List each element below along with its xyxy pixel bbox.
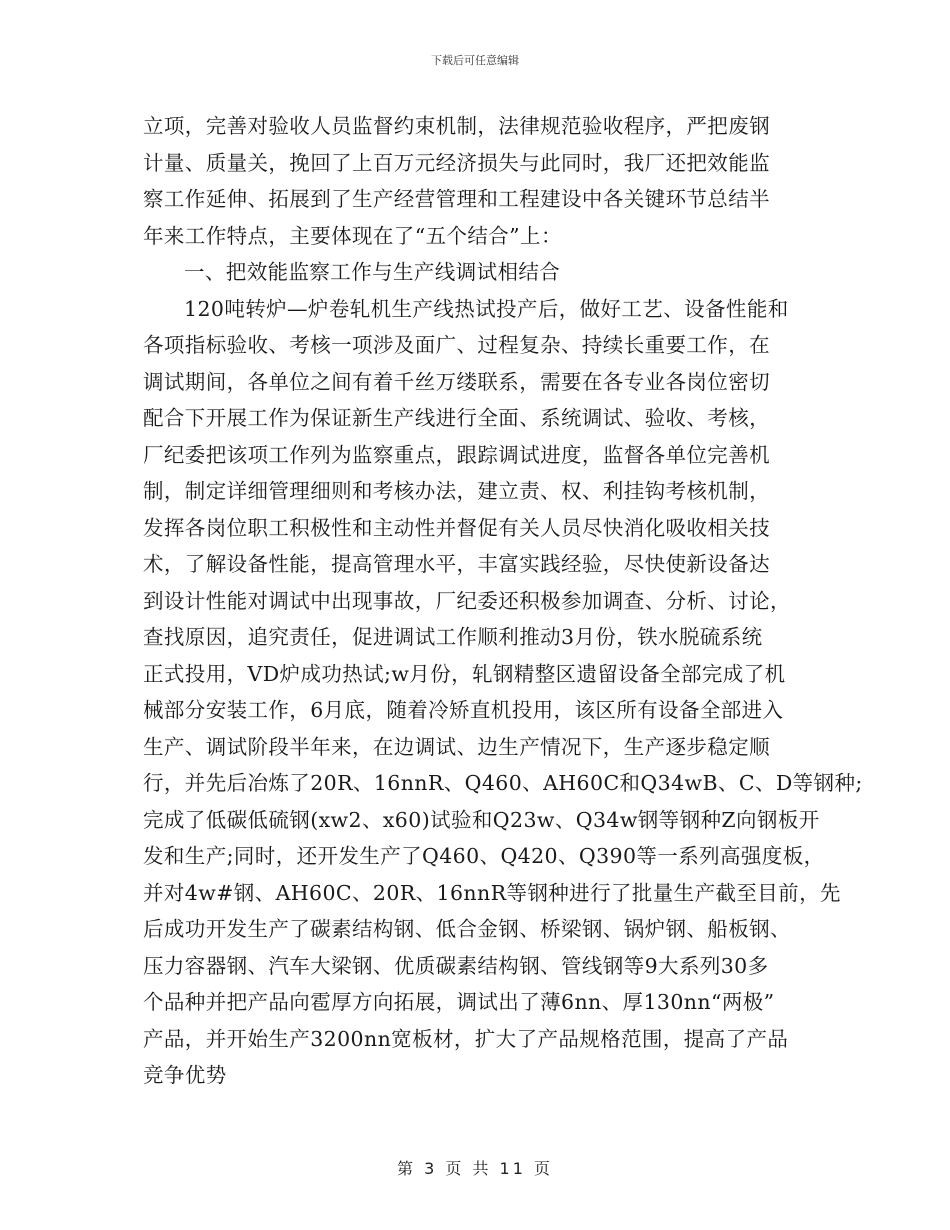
body-line: 查找原因，追究责任，促进调试工作顺利推动3月份，铁水脱硫系统 bbox=[143, 625, 763, 649]
body-line: 并对4w#钢、AH60C、20R、16nnR等钢种进行了批量生产截至目前，先 bbox=[143, 880, 841, 905]
body-line: 压力容器钢、汽车大梁钢、优质碳素结构钢、管线钢等9大系列30多 bbox=[143, 953, 769, 978]
body-line: 产品，并开始生产3200nn宽板材，扩大了产品规格范围，提高了产品 bbox=[143, 1026, 789, 1051]
body-line: 行，并先后冶炼了20R、16nnR、Q460、AH60C和Q34wB、C、D等钢种; bbox=[143, 771, 863, 795]
body-line: 调试期间，各单位之间有着千丝万缕联系，需要在各专业各岗位密切 bbox=[143, 369, 770, 394]
body-line: 计量、质量关，挽回了上百万元经济损失与此同时，我厂还把效能监 bbox=[143, 150, 770, 175]
body-line: 立项，完善对验收人员监督约束机制，法律规范验收程序，严把废钢 bbox=[143, 114, 770, 138]
document-body bbox=[143, 108, 863, 1094]
body-line: 械部分安装工作，6月底，随着冷矫直机投用，该区所有设备全部进入 bbox=[143, 698, 784, 722]
body-line: 察工作延伸、拓展到了生产经营管理和工程建设中各关键环节总结半 bbox=[143, 187, 770, 211]
body-line: 竞争优势 bbox=[143, 1063, 227, 1087]
section-heading: 一、把效能监察工作与生产线调试相结合 bbox=[184, 260, 561, 284]
body-line: 制，制定详细管理细则和考核办法，建立责、权、利挂钩考核机制， bbox=[143, 479, 770, 503]
body-line: 年来工作特点，主要体现在了“五个结合”上： bbox=[143, 223, 562, 248]
body-line: 发挥各岗位职工积极性和主动性并督促有关人员尽快消化吸收相关技 bbox=[143, 515, 770, 540]
page-number: 第 3 页 共 11 页 bbox=[397, 1159, 553, 1178]
body-line: 后成功开发生产了碳素结构钢、低合金钢、桥梁钢、锅炉钢、船板钢、 bbox=[143, 917, 791, 941]
body-line: 厂纪委把该项工作列为监察重点，跟踪调试进度，监督各单位完善机 bbox=[143, 442, 770, 467]
body-line: 发和生产;同时，还开发生产了Q460、Q420、Q390等一系列高强度板， bbox=[143, 844, 825, 868]
body-line: 个品种并把产品向雹厚方向拓展，调试出了薄6nn、厚130nn“两极” bbox=[143, 990, 775, 1014]
body-line: 完成了低碳低硫钢(xw2、x60)试验和Q23w、Q34w钢等钢种Z向钢板开 bbox=[143, 807, 820, 832]
page-header-note: 下载后可任意编辑 bbox=[431, 54, 519, 67]
body-line: 生产、调试阶段半年来，在边调试、边生产情况下，生产逐步稳定顺 bbox=[143, 734, 770, 759]
body-line: 到设计性能对调试中出现事故，厂纪委还积极参加调查、分析、讨论， bbox=[143, 588, 791, 613]
body-line: 正式投用，VD炉成功热试;w月份，轧钢精整区遗留设备全部完成了机 bbox=[143, 661, 786, 686]
body-line: 各项指标验收、考核一项涉及面广、过程复杂、持续长重要工作，在 bbox=[143, 333, 770, 357]
body-line: 术，了解设备性能，提高管理水平，丰富实践经验，尽快使新设备达 bbox=[143, 552, 770, 576]
body-line: 120吨转炉—炉卷轧机生产线热试投产后，做好工艺、设备性能和 bbox=[184, 296, 789, 321]
body-line: 配合下开展工作为保证新生产线进行全面、系统调试、验收、考核， bbox=[143, 406, 770, 430]
